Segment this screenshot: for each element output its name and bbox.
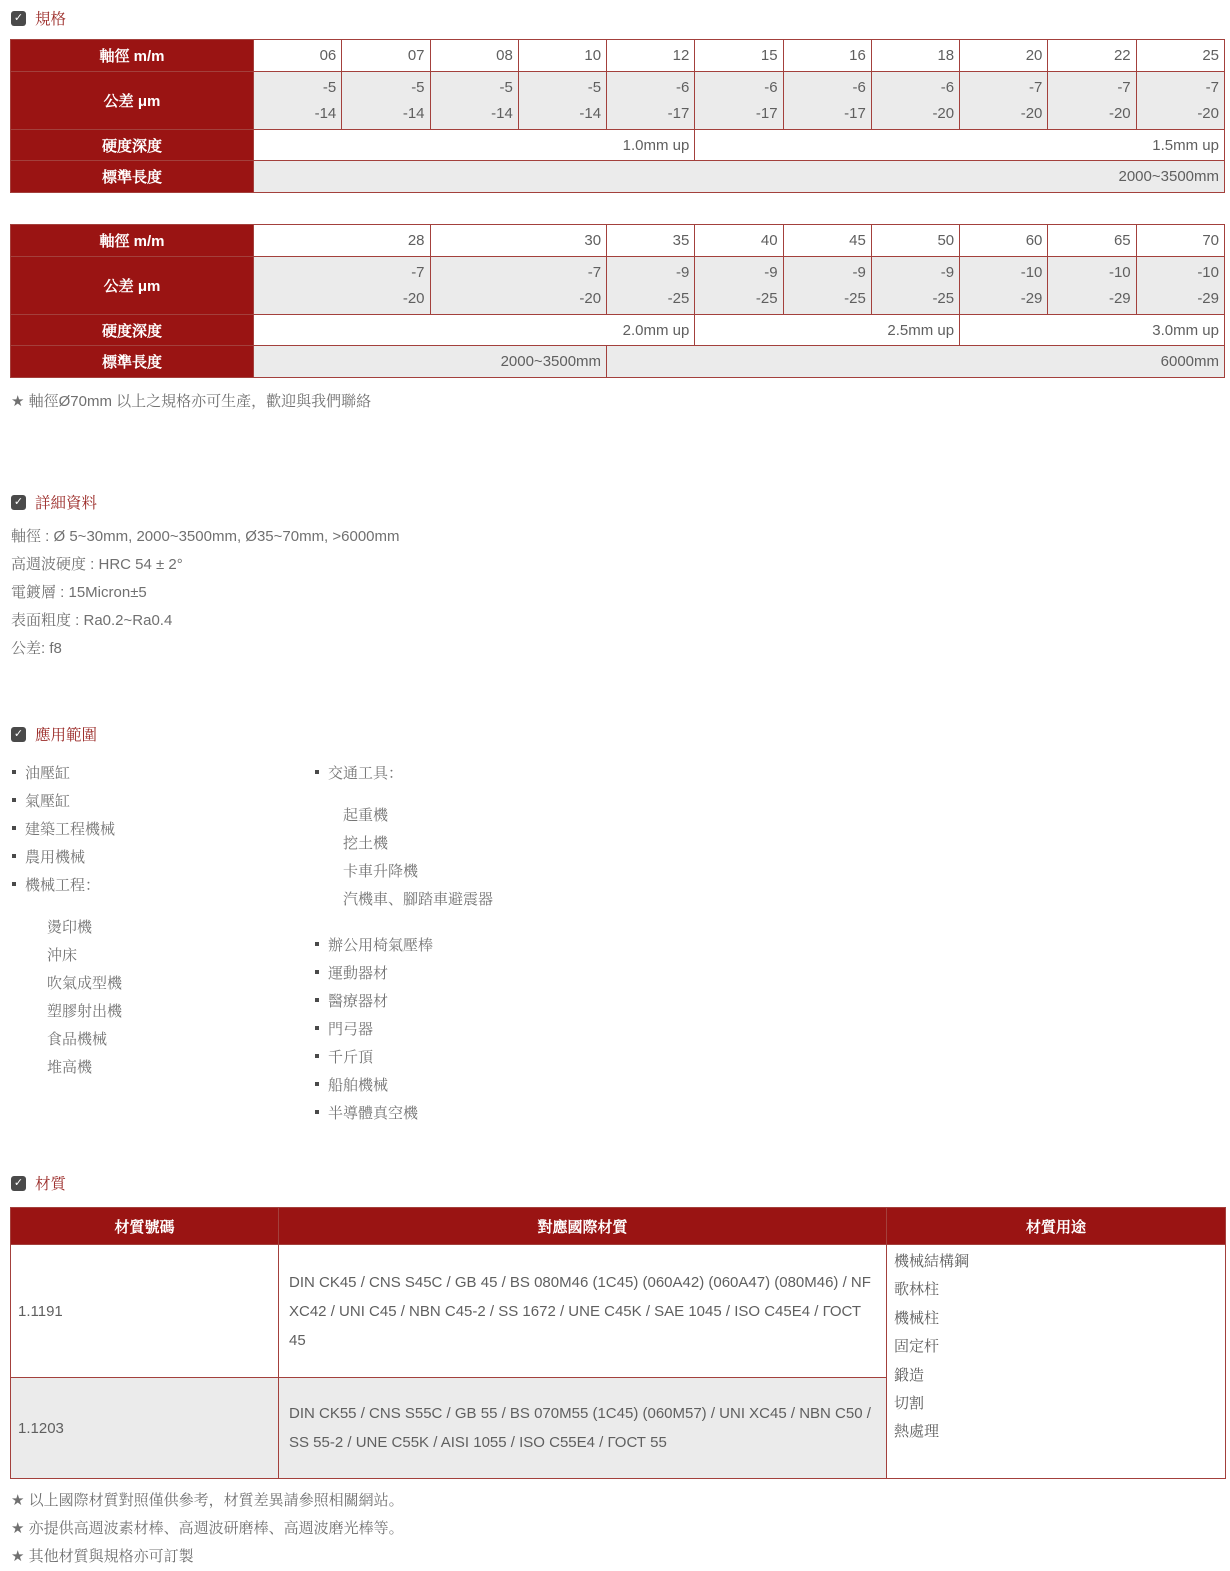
list-item: 油壓缸 xyxy=(10,758,313,786)
hardness-depth-row xyxy=(11,130,1225,161)
tolerance-cell: -9 -25 xyxy=(607,257,695,315)
detail-line-tolerance: 公差: f8 xyxy=(11,640,62,657)
checkbox-checked-icon: ✓ xyxy=(11,727,26,742)
machinery-sub-list xyxy=(47,914,313,1082)
diameter-cell: 70 xyxy=(1136,225,1224,257)
tolerance-cell: -6 -17 xyxy=(695,72,783,130)
diameter-cell: 25 xyxy=(1136,40,1224,72)
section-title-details: 詳細資料 xyxy=(35,495,98,512)
list-item: 農用機械 xyxy=(10,842,313,870)
list-item: 辦公用椅氣壓棒 xyxy=(313,930,1225,958)
transport-sub-list xyxy=(343,802,1225,914)
diameter-cell: 22 xyxy=(1048,40,1136,72)
hardness-cell: 2.0mm up xyxy=(254,315,695,346)
tolerance-cell: -10 -29 xyxy=(1048,257,1136,315)
tolerance-cell: -5 -14 xyxy=(342,72,430,130)
length-cell: 2000~3500mm xyxy=(254,346,607,378)
usage-item: 歌林柱 xyxy=(894,1281,940,1299)
usage-item: 鍛造 xyxy=(894,1366,925,1384)
material-code-cell: 1.1203 xyxy=(11,1378,279,1479)
detail-line-hardness: 高週波硬度 : HRC 54 ± 2° xyxy=(11,556,183,573)
sub-list-item: 沖床 xyxy=(47,947,78,964)
note-line: ★ 以上國際材質對照僅供參考，材質差異請參照相關網站。 xyxy=(11,1492,404,1509)
list-item: 建築工程機械 xyxy=(10,814,313,842)
section-header-spec xyxy=(11,7,1225,29)
list-item: 氣壓缸 xyxy=(10,786,313,814)
diameter-row-label: 軸徑 m/m xyxy=(11,225,254,257)
diameter-cell: 60 xyxy=(960,225,1048,257)
tolerance-cell: -7 -20 xyxy=(254,257,431,315)
spec-table-large-diameters xyxy=(10,224,1225,378)
details-section xyxy=(10,491,1225,663)
tolerance-row xyxy=(11,257,1225,315)
hardness-row-label: 硬度深度 xyxy=(11,130,254,161)
diameter-cell: 15 xyxy=(695,40,783,72)
section-title-applications: 應用範圍 xyxy=(35,727,98,744)
tolerance-cell: -7 -20 xyxy=(430,257,607,315)
section-header-details xyxy=(11,491,1225,513)
diameter-cell: 10 xyxy=(518,40,606,72)
tolerance-cell: -6 -17 xyxy=(783,72,871,130)
spec-table-small-diameters xyxy=(10,39,1225,193)
tolerance-row-label: 公差 μm xyxy=(11,257,254,315)
checkbox-checked-icon: ✓ xyxy=(11,1176,26,1191)
material-international-cell: DIN CK55 / CNS S55C / GB 55 / BS 070M55 (1C45) (060M57) / UNI XC45 / NBN C50 / SS 55-2 / UNE C55K / AISI 1055 / ISO C55E4 / ГОСТ 55 xyxy=(279,1378,887,1479)
checkbox-checked-icon: ✓ xyxy=(11,11,26,26)
tolerance-cell: -5 -14 xyxy=(254,72,342,130)
tolerance-cell: -9 -25 xyxy=(695,257,783,315)
standard-length-row xyxy=(11,346,1225,378)
standard-length-row xyxy=(11,161,1225,193)
diameter-row xyxy=(11,40,1225,72)
applications-right-column xyxy=(313,758,1225,1126)
diameter-cell: 45 xyxy=(783,225,871,257)
sub-list-item: 卡車升降機 xyxy=(343,863,419,880)
tolerance-cell: -6 -17 xyxy=(607,72,695,130)
list-item: 機械工程： xyxy=(10,870,313,898)
diameter-row xyxy=(11,225,1225,257)
list-item: 交通工具： xyxy=(313,758,1225,786)
diameter-cell: 07 xyxy=(342,40,430,72)
material-international-cell: DIN CK45 / CNS S45C / GB 45 / BS 080M46 (1C45) (060A42) (060A47) (080M46) / NF XC42 / UNI C45 / NBN C45-2 / SS 1672 / UNE C45K / SAE 1045 / ISO C45E4 / ГОСТ 45 xyxy=(279,1245,887,1378)
materials-section xyxy=(10,1172,1225,1571)
materials-header-row xyxy=(11,1208,1226,1245)
diameter-cell: 12 xyxy=(607,40,695,72)
detail-line-roughness: 表面粗度 : Ra0.2~Ra0.4 xyxy=(11,612,173,629)
checkbox-checked-icon: ✓ xyxy=(11,495,26,510)
tolerance-cell: -7 -20 xyxy=(1136,72,1224,130)
material-usage-cell xyxy=(887,1245,1226,1479)
hardness-cell: 1.5mm up xyxy=(695,130,1225,161)
list-item: 千斤頂 xyxy=(313,1042,1225,1070)
materials-header-usage: 材質用途 xyxy=(887,1208,1226,1245)
tolerance-cell: -7 -20 xyxy=(960,72,1048,130)
sub-list-item: 起重機 xyxy=(343,807,389,824)
materials-table xyxy=(10,1207,1226,1479)
detail-line-diameter: 軸徑 : Ø 5~30mm, 2000~3500mm, Ø35~70mm, >6000mm xyxy=(11,528,400,545)
sub-list-item: 吹氣成型機 xyxy=(47,975,123,992)
diameter-cell: 20 xyxy=(960,40,1048,72)
detail-line-plating: 電鍍層 : 15Micron±5 xyxy=(11,584,147,601)
tolerance-cell: -6 -20 xyxy=(871,72,959,130)
tolerance-cell: -5 -14 xyxy=(518,72,606,130)
section-header-materials xyxy=(11,1172,1225,1194)
sub-list-item: 堆高機 xyxy=(47,1059,93,1076)
tolerance-cell: -9 -25 xyxy=(783,257,871,315)
usage-item: 固定杆 xyxy=(894,1338,940,1356)
usage-item: 熱處理 xyxy=(894,1423,940,1441)
usage-item: 機械結構鋼 xyxy=(894,1253,970,1270)
sub-list-item: 汽機車、腳踏車避震器 xyxy=(343,891,494,908)
diameter-cell: 08 xyxy=(430,40,518,72)
tolerance-row-label: 公差 μm xyxy=(11,72,254,130)
spec-note: ★ 軸徑Ø70mm 以上之規格亦可生產，歡迎與我們聯絡 xyxy=(11,393,372,410)
materials-notes xyxy=(10,1487,1225,1571)
diameter-row-label: 軸徑 m/m xyxy=(11,40,254,72)
length-cell: 6000mm xyxy=(607,346,1225,378)
tolerance-cell: -9 -25 xyxy=(871,257,959,315)
tolerance-cell: -10 -29 xyxy=(960,257,1048,315)
list-item: 運動器材 xyxy=(313,958,1225,986)
sub-list-item: 食品機械 xyxy=(47,1031,108,1048)
sub-list-item: 挖土機 xyxy=(343,835,389,852)
note-line: ★ 其他材質與規格亦可訂製 xyxy=(11,1548,194,1565)
applications-left-column xyxy=(10,758,313,1126)
note-line: ★ 亦提供高週波素材棒、高週波研磨棒、高週波磨光棒等。 xyxy=(11,1520,404,1537)
tolerance-cell: -10 -29 xyxy=(1136,257,1224,315)
hardness-row-label: 硬度深度 xyxy=(11,315,254,346)
list-item: 半導體真空機 xyxy=(313,1098,1225,1126)
materials-header-code: 材質號碼 xyxy=(11,1208,279,1245)
diameter-cell: 40 xyxy=(695,225,783,257)
sub-list-item: 塑膠射出機 xyxy=(47,1003,123,1020)
tolerance-row xyxy=(11,72,1225,130)
tolerance-cell: -5 -14 xyxy=(430,72,518,130)
material-code-cell: 1.1191 xyxy=(11,1245,279,1378)
diameter-cell: 16 xyxy=(783,40,871,72)
length-row-label: 標準長度 xyxy=(11,161,254,193)
usage-item: 切割 xyxy=(894,1395,925,1413)
usage-item: 機械柱 xyxy=(894,1309,940,1327)
diameter-cell: 35 xyxy=(607,225,695,257)
sub-list-item: 燙印機 xyxy=(47,919,93,936)
materials-header-international: 對應國際材質 xyxy=(279,1208,887,1245)
hardness-depth-row xyxy=(11,315,1225,346)
diameter-cell: 18 xyxy=(871,40,959,72)
hardness-cell: 2.5mm up xyxy=(695,315,960,346)
list-item: 門弓器 xyxy=(313,1014,1225,1042)
list-item: 船舶機械 xyxy=(313,1070,1225,1098)
diameter-cell: 30 xyxy=(430,225,607,257)
section-title-spec: 規格 xyxy=(35,11,67,28)
diameter-cell: 65 xyxy=(1048,225,1136,257)
tolerance-cell: -7 -20 xyxy=(1048,72,1136,130)
section-title-materials: 材質 xyxy=(35,1176,67,1193)
length-cell: 2000~3500mm xyxy=(254,161,1225,193)
diameter-cell: 50 xyxy=(871,225,959,257)
table-row xyxy=(11,1245,1226,1378)
hardness-cell: 1.0mm up xyxy=(254,130,695,161)
hardness-cell: 3.0mm up xyxy=(960,315,1225,346)
list-item: 醫療器材 xyxy=(313,986,1225,1014)
diameter-cell: 06 xyxy=(254,40,342,72)
applications-section xyxy=(10,723,1225,1126)
diameter-cell: 28 xyxy=(254,225,431,257)
section-header-applications xyxy=(11,723,1225,745)
length-row-label: 標準長度 xyxy=(11,346,254,378)
